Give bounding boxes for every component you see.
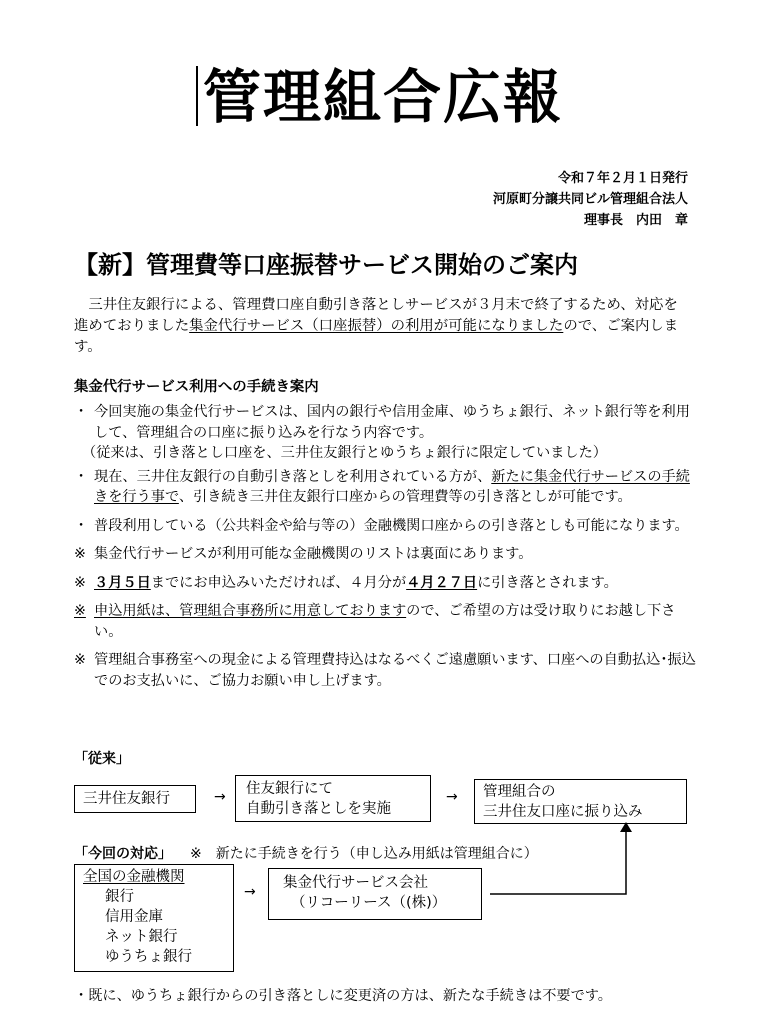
note-mark: ※ — [74, 603, 86, 619]
arrow-icon: → — [446, 789, 458, 805]
institutions-title: 全国の金融機関 — [83, 869, 185, 885]
issuer-chair: 理事長 内田 章 — [583, 213, 688, 228]
note-mark: ※ — [74, 652, 86, 668]
issuer-org: 河原町分譲共同ビル管理組合法人 — [492, 192, 688, 207]
note-mark: ※ — [74, 574, 86, 591]
collection-agent-line2: （リコーリース（(株)） — [291, 895, 447, 911]
item-text: までにお申込みいただければ、４月分が — [150, 574, 407, 591]
item-text: 管理組合事務室への現金による管理費持込はなるべくご遠慮願います、口座への自動払込･振込でのお支払いに、ご協力お願い申し上げます。 — [94, 652, 696, 689]
item-text: 今回実施の集金代行サービスは、国内の銀行や信用金庫、ゆうちょ銀行、ネット銀行等を利用して、管理組合の口座に振り込みを行なう内容です。 — [94, 404, 690, 441]
union-account-line2: 三井住友口座に振り込み — [483, 804, 643, 820]
institution-yucho: ゆうちょ銀行 — [105, 949, 192, 965]
debit-date: ４月２７日 — [406, 574, 478, 591]
item-underlined: 申込用紙は、管理組合事務所に用意しております — [94, 603, 407, 619]
item-text-end: に引き落とされます。 — [477, 574, 618, 591]
intro-text-end: ので、ご案内します。 — [74, 318, 679, 355]
institution-net-bank: ネット銀行 — [105, 929, 178, 945]
bottom-note: ・既に、ゆうちょ銀行からの引き落としに変更済の方は、新たな手続きは不要です。 — [74, 988, 612, 1004]
intro-underlined: 集金代行サービス（口座振替）の利用が可能になりました — [189, 318, 564, 334]
intro-text: 三井住友銀行による、管理費口座自動引き落としサービスが３月末で終了するため、対応を進めておりました — [74, 297, 678, 334]
bullet-mark: ・ — [74, 404, 89, 420]
item-text: 集金代行サービスが利用可能な金融機関のリストは裏面にあります。 — [94, 546, 533, 562]
institution-shinkin: 信用金庫 — [105, 909, 163, 925]
old-debit-line2: 自動引き落としを実施 — [246, 801, 391, 817]
item-text: 普段利用している（公共料金や給与等の）金融機関口座からの引き落としも可能になります。 — [94, 517, 689, 534]
note-mark: ※ — [74, 546, 86, 562]
item-note: （従来は、引き落とし口座を、三井住友銀行とゆうちょ銀行に限定していました） — [82, 445, 607, 461]
item-text-end: 、引き続き三井住友銀行口座からの管理費等の引き落としが可能です。 — [178, 489, 632, 505]
institution-bank: 銀行 — [105, 889, 134, 905]
item-underlined: 新たに集金代行サービスの手続きを行う事で — [94, 468, 690, 505]
union-account-line1: 管理組合の — [483, 784, 556, 800]
bullet-mark: ・ — [74, 517, 89, 534]
new-flow-label: 「今回の対応」 — [74, 846, 172, 862]
old-bank-label: 三井住友銀行 — [83, 791, 170, 807]
issue-date: 令和７年２月１日発行 — [557, 171, 688, 186]
old-debit-line1: 住友銀行にて — [246, 781, 333, 797]
section-title: 集金代行サービス利用への手続き案内 — [74, 379, 319, 395]
arrow-icon: → — [214, 789, 226, 805]
arrow-icon: → — [244, 884, 256, 900]
item-text-end: ので、ご希望の方は受け取りにお越し下さい。 — [94, 603, 676, 640]
deadline-date: ３月５日 — [94, 574, 151, 591]
new-flow-note: ※ 新たに手続きを行う（申し込み用紙は管理組合に） — [190, 846, 538, 862]
newsletter-title: 管理組合広報 — [203, 63, 564, 131]
item-text: 現在、三井住友銀行の自動引き落としを利用されている方が、 — [94, 468, 492, 485]
bullet-mark: ・ — [74, 468, 89, 485]
old-flow-label: 「従来」 — [74, 751, 130, 767]
collection-agent-line1: 集金代行サービス会社 — [283, 875, 428, 891]
headline: 【新】管理費等口座振替サービス開始のご案内 — [74, 251, 578, 279]
